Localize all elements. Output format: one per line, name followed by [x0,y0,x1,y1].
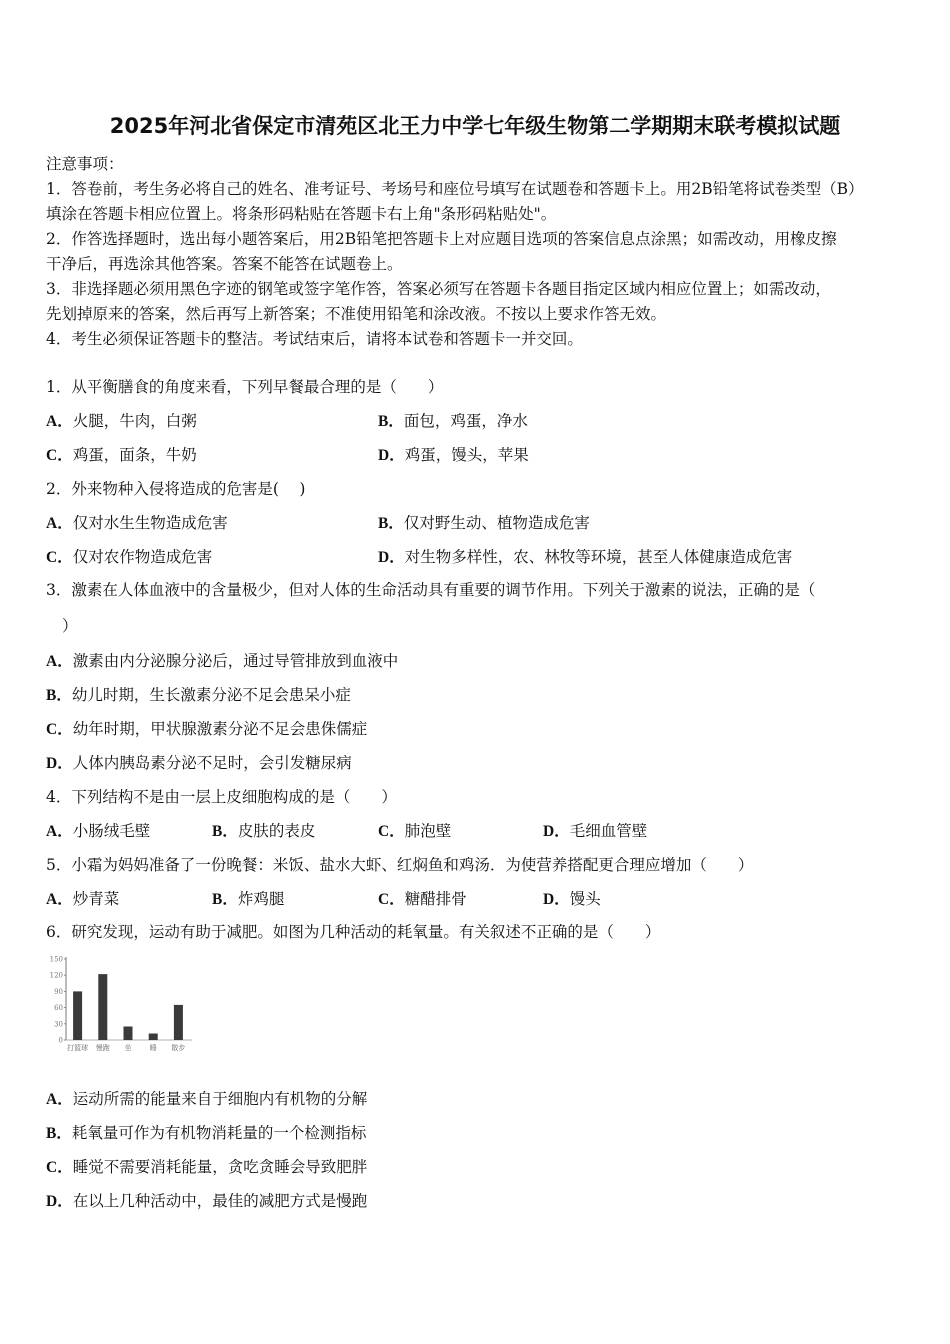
option-d [543,821,647,842]
y-tick-label: 30 [54,1020,63,1029]
option-letter: B． [212,823,238,840]
y-tick-label: 120 [49,971,63,980]
option-letter: D． [46,755,73,772]
option-letter: D． [378,549,405,566]
x-tick-label: 坐 [124,1044,132,1052]
notice-line: 3．非选择题必须用黑色字迹的钢笔或签字笔作答，答案必须写在答题卡各题目指定区域内相应位置上；如需改动， [46,280,831,298]
option-text: 火腿，牛肉，白粥 [72,412,197,430]
option-text: 鸡蛋，面条，牛奶 [72,446,197,464]
option-b [46,1123,366,1144]
option-text: 在以上几种活动中，最佳的减肥方式是慢跑 [72,1192,368,1210]
option-text: 馒头 [569,890,601,908]
option-d [378,547,792,568]
notice-line: 4．考生必须保证答题卡的整洁。考试结束后，请将本试卷和答题卡一并交回。 [46,330,583,348]
option-c [46,445,197,466]
option-text: 肺泡壁 [404,822,452,840]
option-c [378,821,451,842]
option-text: 鸡蛋，馒头，苹果 [404,446,529,464]
option-text: 耗氧量可作为有机物消耗量的一个检测指标 [71,1124,367,1142]
option-text: 幼儿时期，生长激素分泌不足会患呆小症 [71,686,351,704]
option-letter: D． [378,447,405,464]
option-letter: B． [378,515,404,532]
question-stem: 3．激素在人体血液中的含量极少，但对人体的生命活动具有重要的调节作用。下列关于激素的说法，正确的是（ [46,581,816,599]
option-letter: B． [212,891,238,908]
option-text: 幼年时期，甲状腺激素分泌不足会患侏儒症 [72,720,368,738]
notice-line: 先划掉原来的答案，然后再写上新答案；不准使用铅笔和涂改液。不按以上要求作答无效。 [46,305,667,323]
option-c [46,719,367,740]
option-letter: D． [543,891,570,908]
option-text: 仅对野生动、植物造成危害 [403,514,590,532]
y-tick-label: 0 [58,1036,63,1045]
x-tick-label: 慢跑 [95,1044,110,1052]
option-a [46,889,119,910]
bar [174,1005,183,1040]
notice-line: 1．答卷前，考生务必将自己的姓名、准考证号、考场号和座位号填写在试题卷和答题卡上。用2B铅笔将试卷类型（B） [46,180,864,198]
oxygen-consumption-chart [44,952,196,1056]
bar [124,1027,133,1041]
option-text: 面包，鸡蛋，净水 [403,412,528,430]
option-letter: A． [46,891,73,908]
question-stem: 1．从平衡膳食的角度来看，下列早餐最合理的是（ ） [46,378,444,396]
option-b [212,821,315,842]
option-text: 仅对农作物造成危害 [72,548,213,566]
question-stem: 6．研究发现，运动有助于减肥。如图为几种活动的耗氧量。有关叙述不正确的是（ ） [46,923,661,941]
option-letter: A． [46,1091,73,1108]
bar [98,974,107,1040]
option-letter: B． [378,413,404,430]
option-d [378,445,529,466]
question-stem: 4．下列结构不是由一层上皮细胞构成的是（ ） [46,788,397,806]
option-a [46,513,228,534]
y-tick-label: 90 [54,987,63,996]
notice-line: 干净后，再选涂其他答案。答案不能答在试题卷上。 [46,255,403,273]
y-tick-label: 60 [54,1004,63,1013]
option-c [46,547,212,568]
option-text: 运动所需的能量来自于细胞内有机物的分解 [72,1090,368,1108]
x-tick-label: 散步 [171,1044,186,1052]
option-text: 糖醋排骨 [404,890,467,908]
question-stem: 5．小霜为妈妈准备了一份晚餐：米饭、盐水大虾、红焖鱼和鸡汤．为使营养搭配更合理应增加（ ） [46,856,754,874]
option-b [212,889,284,910]
option-d [543,889,601,910]
option-letter: D． [543,823,570,840]
option-letter: B． [46,1125,72,1142]
bar-chart [44,952,196,1056]
bar [149,1034,158,1040]
option-text: 炒青菜 [72,890,120,908]
option-letter: C． [378,891,405,908]
option-a [46,651,398,672]
option-text: 人体内胰岛素分泌不足时，会引发糖尿病 [72,754,352,772]
option-letter: C． [46,1159,73,1176]
option-letter: A． [46,413,73,430]
question-stem: 2．外来物种入侵将造成的危害是( ) [46,480,306,498]
option-b [378,513,590,534]
option-text: 激素由内分泌腺分泌后，通过导管排放到血液中 [72,652,399,670]
option-text: 小肠绒毛壁 [72,822,151,840]
option-letter: C． [46,447,73,464]
option-text: 炸鸡腿 [237,890,285,908]
option-d [46,753,352,774]
option-letter: D． [46,1193,73,1210]
question-stem-continuation: ） [62,617,78,635]
option-c [46,1157,367,1178]
option-a [46,1089,367,1110]
x-tick-label: 睡 [149,1044,157,1052]
option-text: 毛细血管壁 [569,822,648,840]
notice-heading: 注意事项： [46,155,124,173]
option-d [46,1191,367,1212]
option-text: 仅对水生生物造成危害 [72,514,228,532]
option-letter: C． [46,549,73,566]
option-text: 对生物多样性，农、林牧等环境，甚至人体健康造成危害 [404,548,793,566]
option-b [378,411,528,432]
x-tick-label: 打篮球 [67,1044,89,1052]
bar [73,991,82,1040]
page-title: 2025年河北省保定市清苑区北王力中学七年级生物第二学期期末联考模拟试题 [109,114,841,138]
option-letter: A． [46,823,73,840]
y-tick-label: 150 [49,955,63,964]
option-text: 皮肤的表皮 [237,822,316,840]
option-c [378,889,467,910]
option-letter: A． [46,515,73,532]
option-b [46,685,351,706]
option-letter: C． [378,823,405,840]
notice-line: 填涂在答题卡相应位置上。将条形码粘贴在答题卡右上角"条形码粘贴处"。 [46,205,557,223]
option-letter: C． [46,721,73,738]
notice-line: 2．作答选择题时，选出每小题答案后，用2B铅笔把答题卡上对应题目选项的答案信息点涂黑；如需改动，用橡皮擦 [46,230,837,248]
option-letter: A． [46,653,73,670]
option-a [46,411,197,432]
option-text: 睡觉不需要消耗能量，贪吃贪睡会导致肥胖 [72,1158,368,1176]
option-a [46,821,150,842]
option-letter: B． [46,687,72,704]
